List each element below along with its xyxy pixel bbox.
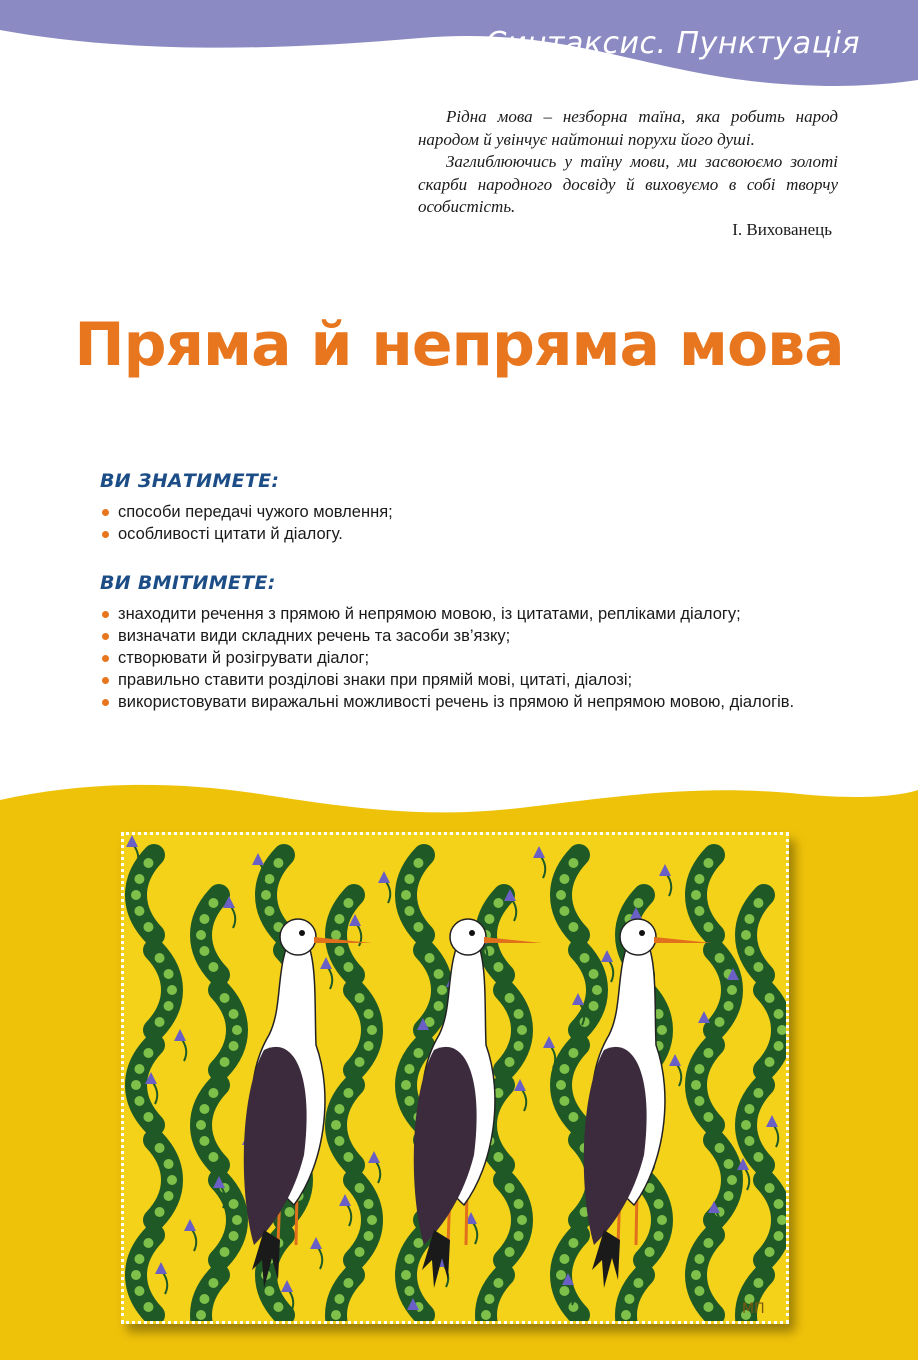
list-item: правильно ставити розділові знаки при прямій мові, цитаті, діалозі; — [100, 669, 838, 691]
epigraph-paragraph-1: Рідна мова – незборна таїна, яка робить народ народом й увінчує найтонші порухи його душі. — [418, 107, 838, 149]
know-list — [100, 501, 838, 545]
page-title: Пряма й непряма мова — [74, 310, 844, 380]
epigraph-author: І. Вихованець — [732, 219, 832, 239]
epigraph — [418, 106, 838, 241]
list-item: знаходити речення з прямою й непрямою мовою, із цитатами, репліками діалогу; — [100, 603, 838, 625]
list-item: створювати й розігрувати діалог; — [100, 647, 838, 669]
able-list — [100, 603, 838, 713]
know-heading: ВИ ЗНАТИМЕТЕ: — [100, 470, 280, 492]
epigraph-paragraph-2: Заглиблюючись у таїну мови, ми засвоюємо золоті скарби народного досвіду й виховуємо в собі творчу особистість. — [418, 152, 838, 216]
list-item: визначати види складних речень та засоби зв’язку; — [100, 625, 838, 647]
able-heading: ВИ ВМІТИМЕТЕ: — [100, 572, 276, 594]
list-item: способи передачі чужого мовлення; — [100, 501, 838, 523]
storks-painting-icon — [124, 835, 786, 1321]
painting-signature: МП — [742, 1301, 765, 1317]
section-title: Синтаксис. Пунктуація — [485, 26, 860, 61]
folk-painting-image — [121, 832, 789, 1324]
list-item: особливості цитати й діалогу. — [100, 523, 838, 545]
learning-objectives — [100, 470, 838, 740]
list-item: використовувати виражальні можливості речень із прямою й непрямою мовою, діалогів. — [100, 691, 838, 713]
